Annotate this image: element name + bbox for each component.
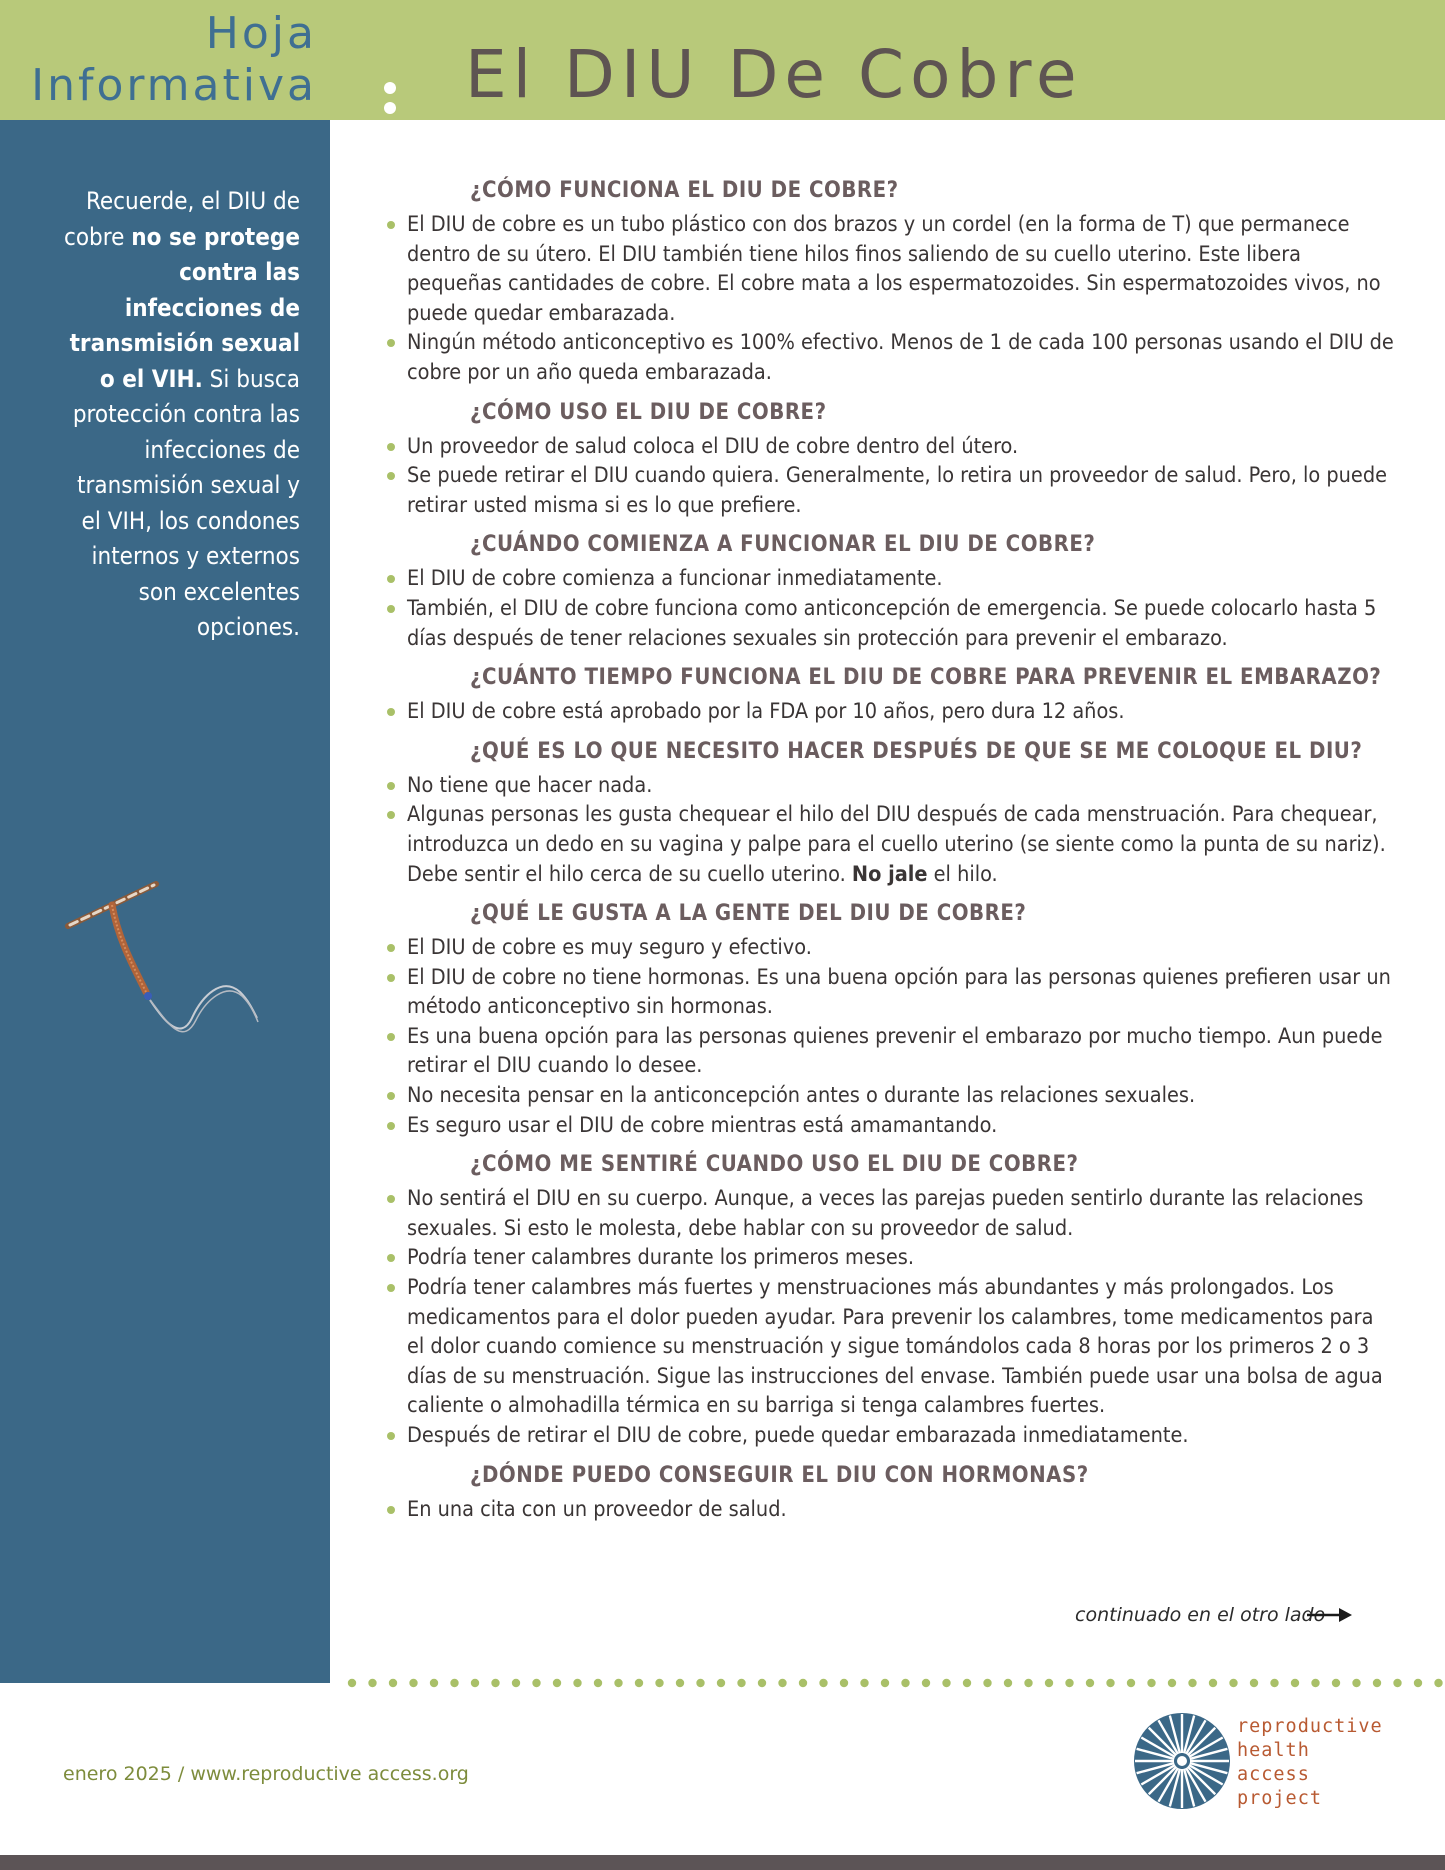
bullet-list bbox=[385, 771, 1395, 889]
bullet-list bbox=[385, 432, 1395, 521]
sidebar-note-bold: no se protege contra las infecciones de transmisión sexual o el VIH. bbox=[69, 222, 300, 393]
bullet-list bbox=[385, 210, 1395, 388]
sidebar-note-text2: Si busca protección contra las infecciones de transmisión sexual y el VIH, los condones internos y externos son excelentes opciones. bbox=[72, 364, 300, 641]
dotted-divider bbox=[346, 1676, 1445, 1690]
list-item-text: El DIU de cobre está aprobado por la FDA por 10 años, pero dura 12 años. bbox=[407, 699, 1125, 725]
main-content bbox=[385, 176, 1395, 1534]
doc-type-line2: Informativa bbox=[31, 60, 317, 111]
list-item-text: El DIU de cobre no tiene hormonas. Es una buena opción para las personas quienes prefieren usar un método anticonceptivo sin hormonas. bbox=[407, 964, 1391, 1020]
list-item-text: En una cita con un proveedor de salud. bbox=[407, 1496, 787, 1522]
page-title: El DIU De Cobre bbox=[465, 36, 1083, 113]
list-item bbox=[385, 1273, 1395, 1421]
faq-section bbox=[385, 737, 1395, 889]
section-heading: ¿QUÉ ES LO QUE NECESITO HACER DESPUÉS DE QUE SE ME COLOQUE EL DIU? bbox=[470, 738, 1363, 764]
emphasis-text: No jale bbox=[851, 861, 928, 887]
list-item bbox=[385, 1081, 1395, 1111]
logo-line: reproductive bbox=[1237, 1716, 1383, 1737]
list-item bbox=[385, 594, 1395, 653]
bullet-list bbox=[385, 564, 1395, 653]
list-item bbox=[385, 461, 1395, 520]
rhap-logo-icon bbox=[1133, 1712, 1231, 1810]
faq-section bbox=[385, 663, 1395, 727]
list-item bbox=[385, 1421, 1395, 1451]
list-item-text: El DIU de cobre comienza a funcionar inmediatamente. bbox=[407, 566, 943, 592]
section-heading: ¿CÓMO USO EL DIU DE COBRE? bbox=[470, 399, 827, 425]
list-item-text: También, el DIU de cobre funciona como anticoncepción de emergencia. Se puede colocarlo hasta 5 días después de tener relaciones sexuales sin protección para prevenir el embarazo. bbox=[407, 595, 1377, 651]
list-item bbox=[385, 328, 1395, 387]
list-item-text: Después de retirar el DIU de cobre, puede quedar embarazada inmediatamente. bbox=[407, 1423, 1189, 1448]
logo-line: access bbox=[1237, 1764, 1310, 1785]
logo-line: project bbox=[1237, 1788, 1322, 1809]
list-item bbox=[385, 1495, 1395, 1525]
section-heading: ¿CÓMO ME SENTIRÉ CUANDO USO EL DIU DE COBRE? bbox=[470, 1152, 1079, 1178]
list-item-text: El DIU de cobre es muy seguro y efectivo. bbox=[407, 935, 812, 961]
sidebar-note bbox=[60, 184, 300, 646]
faq-section bbox=[385, 899, 1395, 1140]
list-item bbox=[385, 564, 1395, 594]
section-heading: ¿CÓMO FUNCIONA EL DIU DE COBRE? bbox=[470, 178, 899, 203]
sidebar-panel bbox=[0, 120, 330, 1683]
list-item-text: El DIU de cobre es un tubo plástico con dos brazos y un cordel (en la forma de T) que permanece dentro de su útero. El DIU también tiene hilos finos saliendo de su cuello uterino. Este libera pequeñas cantidades de cobre. El cobre mata a los espermatozoides. Sin espermatozoides vivos, no puede quedar embarazada. bbox=[407, 212, 1381, 326]
faq-section bbox=[385, 530, 1395, 653]
list-item bbox=[385, 432, 1395, 462]
iud-image bbox=[62, 868, 302, 1053]
list-item bbox=[385, 697, 1395, 727]
list-item-text: No necesita pensar en la anticoncepción antes o durante las relaciones sexuales. bbox=[407, 1083, 1196, 1109]
section-heading: ¿CUÁNDO COMIENZA A FUNCIONAR EL DIU DE COBRE? bbox=[470, 532, 1096, 558]
list-item-text: Algunas personas les gusta chequear el hilo del DIU después de cada menstruación. Para chequear, introduzca un dedo en su vagina y palpe para el cuello uterino (se siente como la punta de su nariz). Debe sentir el hilo cerca de su cuello uterino. bbox=[407, 802, 1386, 887]
faq-section bbox=[385, 1150, 1395, 1450]
list-item-text: Ningún método anticonceptivo es 100% efectivo. Menos de 1 de cada 100 personas usando el DIU de cobre por un año queda embarazada. bbox=[407, 330, 1394, 385]
section-heading: ¿DÓNDE PUEDO CONSEGUIR EL DIU CON HORMONAS? bbox=[470, 1462, 1089, 1488]
list-item bbox=[385, 1111, 1395, 1141]
bullet-list bbox=[385, 697, 1395, 727]
bullet-list bbox=[385, 1495, 1395, 1525]
rhap-logo-text bbox=[1237, 1715, 1383, 1811]
list-item bbox=[385, 1243, 1395, 1273]
doc-type-line1: Hoja bbox=[205, 8, 317, 59]
list-item-text: Podría tener calambres durante los primeros meses. bbox=[407, 1245, 914, 1271]
list-item bbox=[385, 210, 1395, 328]
logo-line: health bbox=[1237, 1740, 1310, 1761]
faq-section bbox=[385, 176, 1395, 388]
bullet-list bbox=[385, 933, 1395, 1140]
arrow-right-icon bbox=[1305, 1605, 1353, 1625]
continued-note: continuado en el otro lado bbox=[1075, 1604, 1326, 1626]
list-item bbox=[385, 933, 1395, 963]
header-banner bbox=[0, 0, 1445, 120]
list-item bbox=[385, 963, 1395, 1022]
bullet-list bbox=[385, 1184, 1395, 1450]
list-item bbox=[385, 1184, 1395, 1243]
sidebar-note-text1: Recuerde, el DIU de cobre bbox=[63, 187, 300, 251]
list-item-text: Es una buena opción para las personas quienes prevenir el embarazo por mucho tiempo. Aun puede retirar el DIU cuando lo desee. bbox=[407, 1023, 1383, 1079]
list-item-text: Un proveedor de salud coloca el DIU de cobre dentro del útero. bbox=[407, 433, 1019, 459]
list-item-text: Podría tener calambres más fuertes y menstruaciones más abundantes y más prolongados. Los medicamentos para el dolor pueden ayudar. Para prevenir los calambres, tome medicamentos para el dolor cuando comience su menstruación y sigue tomándolos cada 8 horas por los primeros 2 o 3 días de su menstruación. Sigue las instrucciones del envase. También puede usar una bolsa de agua caliente o almohadilla térmica en su barriga si tenga calambres fuertes. bbox=[407, 1275, 1383, 1419]
list-item-tail: el hilo. bbox=[927, 861, 998, 887]
faq-section bbox=[385, 398, 1395, 521]
list-item bbox=[385, 771, 1395, 801]
list-item-text: No sentirá el DIU en su cuerpo. Aunque, a veces las parejas pueden sentirlo durante las relaciones sexuales. Si esto le molesta, debe hablar con su proveedor de salud. bbox=[407, 1186, 1364, 1241]
section-heading: ¿CUÁNTO TIEMPO FUNCIONA EL DIU DE COBRE PARA PREVENIR EL EMBARAZO? bbox=[470, 665, 1382, 691]
colon-divider bbox=[384, 82, 396, 116]
bottom-bar bbox=[0, 1855, 1445, 1870]
list-item-text: Se puede retirar el DIU cuando quiera. Generalmente, lo retira un proveedor de salud. Pero, lo puede retirar usted misma si es lo que prefiere. bbox=[407, 463, 1388, 518]
doc-type-label bbox=[31, 8, 317, 112]
list-item bbox=[385, 1022, 1395, 1081]
footer-date-url: enero 2025 / www.reproductive access.org bbox=[63, 1763, 469, 1785]
list-item-text: No tiene que hacer nada. bbox=[407, 772, 653, 798]
list-item bbox=[385, 800, 1395, 889]
section-heading: ¿QUÉ LE GUSTA A LA GENTE DEL DIU DE COBRE? bbox=[470, 901, 1027, 927]
list-item-text: Es seguro usar el DIU de cobre mientras está amamantando. bbox=[407, 1112, 998, 1138]
faq-section bbox=[385, 1461, 1395, 1525]
